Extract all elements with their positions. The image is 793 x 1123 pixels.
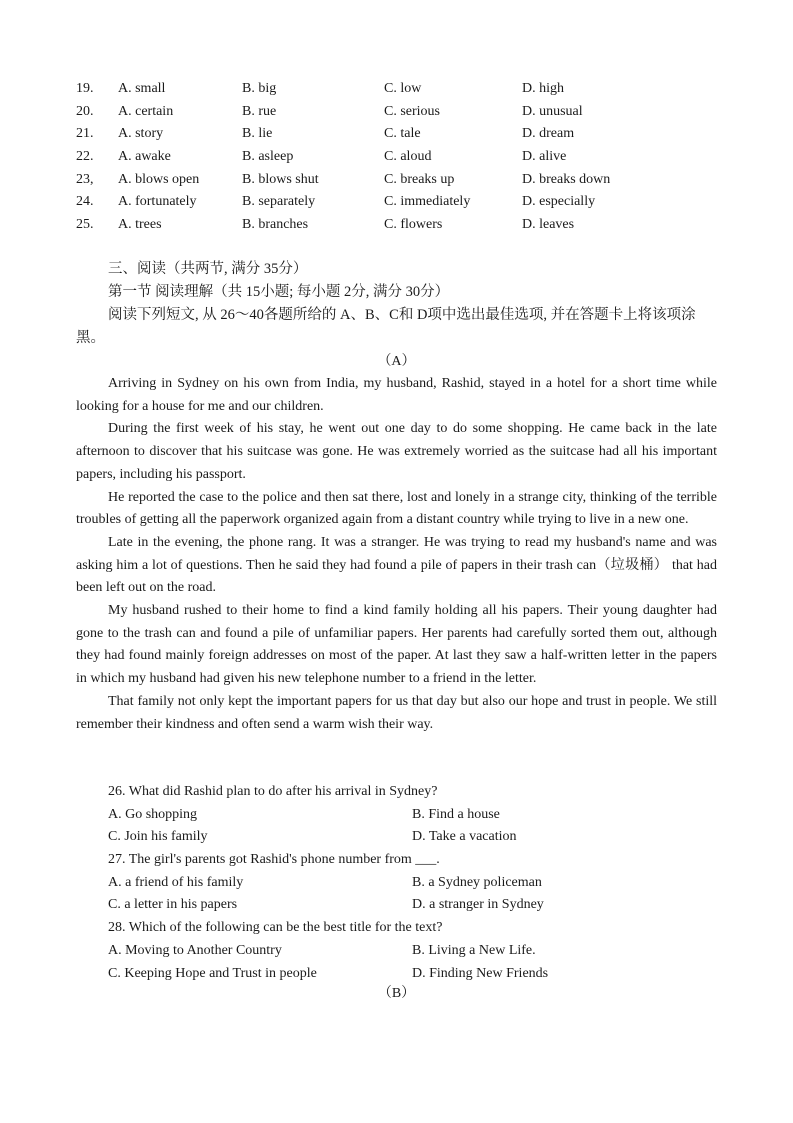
question-number: 21. [76,126,94,142]
question-stem: 28. Which of the following can be the best title for the text? [108,920,443,936]
passage-paragraph: Arriving in Sydney on his own from India, my husband, Rashid, stayed in a hotel for a short time while looking for a house for me and our children. [76,376,717,414]
choice-a: A. Go shopping [108,806,198,822]
instructions: 阅读下列短文, 从 26～40各题所给的 A、B、C和 D项中选出最佳选项, 并在答题卡上将该项涂黑。 [76,307,696,346]
question-27 [108,849,717,872]
option-b: B. asleep [242,149,294,165]
option-a: A. story [118,126,164,142]
option-d: D. dream [522,126,575,142]
question-number: 25. [76,217,94,233]
option-d: D. alive [522,149,567,165]
choice-a: A. Moving to Another Country [108,942,282,958]
choice-d: D. a stranger in Sydney [412,897,544,913]
option-c: C. tale [384,126,421,142]
option-d: D. unusual [522,103,583,119]
question-stem: 26. What did Rashid plan to do after his arrival in Sydney? [108,784,438,799]
passage-paragraph: He reported the case to the police and then sat there, lost and lonely in a strange city, thinking of the terrible troubles of getting all the paperwork organized again from a distant country while trying to live in a new one. [76,489,717,528]
question-options-row [108,826,717,849]
option-b: B. lie [242,126,273,142]
passage-a [76,373,717,736]
option-c: C. aloud [384,149,432,165]
option-c: C. flowers [384,217,443,233]
question-28 [108,917,717,940]
passage-paragraph: My husband rushed to their home to find a kind family holding all his papers. Their young daughter had gone to the trash can and found a pile of unfamiliar papers. Her parents had carefully sorted them out, although they had found mainly foreign addresses on most of the paper. At last they saw a half-written letter in the papers in which my husband had given his new telephone number to a friend in the letter. [76,603,717,687]
question-number: 19. [76,81,94,96]
option-c: C. breaks up [384,171,455,187]
question-number: 22. [76,149,94,165]
option-c: C. immediately [384,194,471,210]
choice-b: B. Living a New Life. [412,942,536,958]
option-a: A. certain [118,103,174,119]
question-options-row [108,804,717,827]
choice-d: D. Finding New Friends [412,965,549,981]
choice-d: D. Take a vacation [412,829,517,845]
question-number: 23, [76,171,94,187]
option-d: D. leaves [522,217,575,233]
option-b: B. big [242,81,277,96]
option-a: A. trees [118,217,162,233]
choice-c: C. Keeping Hope and Trust in people [108,965,317,981]
option-b: B. blows shut [242,171,319,187]
question-options-row [108,940,717,963]
passage-paragraph: Late in the evening, the phone rang. It was a stranger. He was trying to read my husband's name and was asking him a lot of questions. Then he said they had found a pile of papers in their trash can（垃圾桶） that had been left out on the road. [76,534,717,596]
question-options-row [108,872,717,895]
part-heading: 第一节 阅读理解（共 15小题; 每小题 2分, 满分 30分） [108,284,450,300]
option-c: C. serious [384,103,440,119]
questions-block [108,781,717,985]
option-c: C. low [384,81,422,96]
passage-paragraph: During the first week of his stay, he went out one day to do some shopping. He came back in the late afternoon to discover that his suitcase was gone. He was extremely worried as the suitcase had all his important papers, including his passport. [76,421,717,482]
passage-b-label: （B） [377,986,416,1001]
choice-c: C. Join his family [108,829,208,845]
option-a: A. blows open [118,171,200,187]
question-options-row [108,963,717,986]
option-d: D. high [522,81,564,96]
option-d: D. breaks down [522,171,611,187]
choice-b: B. a Sydney policeman [412,874,542,890]
option-b: B. separately [242,194,316,210]
option-d: D. especially [522,194,596,210]
question-stem: 27. The girl's parents got Rashid's phone number from ___. [108,852,440,868]
choice-c: C. a letter in his papers [108,897,238,913]
choice-b: B. Find a house [412,806,500,822]
option-a: A. awake [118,149,171,165]
option-b: B. rue [242,103,277,119]
question-number: 24. [76,194,94,210]
question-options-row [108,894,717,917]
question-26 [108,781,717,804]
passage-paragraph: That family not only kept the important papers for us that day but also our hope and trust in people. We still remember their kindness and often send a warm wish their way. [76,693,717,732]
option-a: A. small [118,81,166,96]
choice-a: A. a friend of his family [108,874,244,890]
option-a: A. fortunately [118,194,197,210]
section-heading: 三、阅读（共两节, 满分 35分） [108,261,308,277]
option-b: B. branches [242,217,309,233]
passage-a-label: （A） [377,354,416,369]
question-number: 20. [76,103,94,119]
